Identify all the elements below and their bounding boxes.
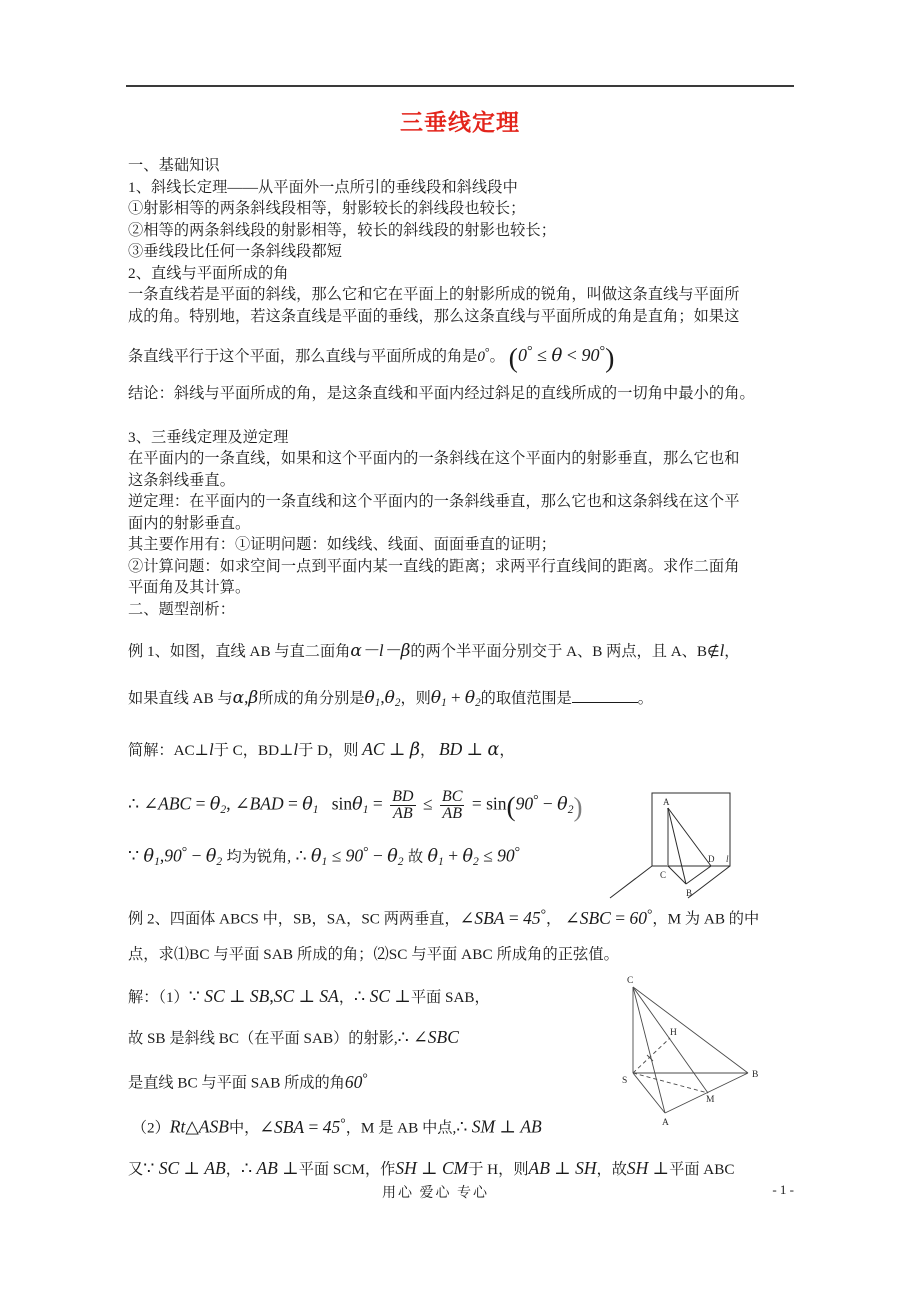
ex1-sol-l1c: 于 C，BD⊥ [213,742,294,760]
ex2-sol-rt-triangle: Rt△ASB [169,1116,229,1137]
ex1-q-mid: 所成的角分别是 [258,690,365,708]
ex2-angle-sbc: ∠SBC = 60° [565,906,653,928]
ex2-sol-l5c: ， [225,1160,241,1178]
label-A: A [663,797,670,807]
page-number: - 1 - [772,1182,794,1197]
ex1-sol-l1e: 于 D，则 [298,742,359,760]
example1-solution-line2: ∴ ∠ABC = $\theta_2$, ∠BAD = $\theta_1$ sinθ$_1$ = $\frac{BD}{AB}$ ≤ $\frac{BC}{AB}$ = $\sin(90^\circ - \theta_2)$ [128,787,583,823]
section1-item3-line2: 这条斜线垂直。 [128,471,236,489]
figure2-svg [600,965,800,1130]
ex1-sol-l1d: l [293,740,299,760]
degree-glyph-1: ° [484,344,490,359]
label-S: S [622,1076,628,1086]
ex2-sol-sh-perp: SH ⊥ [626,1157,670,1178]
section1-uses-line2: ②计算问题：如求空间一点到平面内某一直线的距离；求两平行直线间的距离。求作二面角 [128,557,740,575]
ex2-sol-sc-perp: ∵ SC ⊥ SB,SC ⊥ SA [188,986,339,1007]
example1-statement-line1 [128,636,792,667]
item2-l3-a: 条直线平行于这个平面 [128,347,280,365]
figure1-labels [660,797,729,898]
ex2-sol-l2a: 故 SB 是斜线 BC（在平面 SAB）的射影, [128,1030,398,1048]
ex1-q-then: ，则 [400,690,431,708]
section1-uses-line1: 其主要作用有：①证明问题：如线线、线面、面面垂直的证明； [128,536,557,554]
ex2-sol-l1e: 平面 SAB， [410,989,490,1007]
section1-uses-line3: 平面角及其计算。 [128,579,251,597]
label-C: C [660,870,667,880]
ex2-sol-l5g: 于 H，则 [468,1160,529,1178]
example1-solution-line1 [128,734,792,766]
footer-motto: 用心 爱心 专心 [382,1186,489,1201]
section2-heading: 二、题型剖析： [128,600,236,618]
example2-statement-line2: 点，求⑴BC 与平面 SAB 所成的角；⑵SC 与平面 ABC 所成角的正弦值。 [128,945,619,963]
ex1-theta12: $\theta_1,\theta_2$ [364,688,401,710]
example2-solution-line5 [128,1153,792,1185]
ex1-q-planes: α,β [232,688,259,709]
ex1-sol-l1g: ， [419,742,436,760]
ex2-sol-l5a: 又 [128,1160,144,1178]
ex2-sol-l5k: 平面 ABC [669,1160,735,1178]
example1-statement-line2 [128,683,792,718]
ex2-sol-ab-perp: ∴ AB ⊥ [240,1157,299,1178]
ex1-sol-l1b: l [208,740,214,760]
ex1-q-pre: 如果直线 AB 与 [128,690,233,708]
open-paren-icon: ( [508,343,518,375]
ex1-line-l: l [719,641,725,661]
ex2-angle-sba: ∠SBA = 45° [459,906,547,928]
ex2-label-b: ， [546,910,562,928]
section1-item1-b: ②相等的两条斜线段的射影相等，较长的斜线段的射影也较长； [128,221,557,239]
section1-item3-inverse-line2: 面内的射影垂直。 [128,514,251,532]
angle-range-formula: (0° ≤ θ < 90°) [508,343,615,375]
section1-heading: 一、基础知识 [128,157,220,174]
therefore-icon-1: ∴ [128,793,140,814]
not-element-of-icon: ∉ [706,644,720,661]
label-B: B [752,1070,759,1080]
item2-l3-b: ，那么直线与平面所成的角是 [279,347,478,365]
ex2-sol-therefore-sc: ∴ SC ⊥ [354,986,411,1007]
ex1-label: 例 1、如图，直线 AB 与直二面角 [128,643,351,661]
ex2-sol-l3a: 是直线 BC 与平面 SAB 所成的角 [128,1074,345,1092]
ex1-sol-ac-perp-beta: AC ⊥ β [362,739,420,761]
ex1-sol-l1a: AC⊥ [173,742,209,760]
ex1-dihedral: α－l－β [350,641,411,662]
figure-tetrahedron [600,965,800,1135]
section1-item3-inverse-line1: 逆定理：在平面内的一条直线和这个平面内的一条斜线垂直，那么它也和这条斜线在这个平 [128,493,740,511]
ex2-sol-l5e: 平面 SCM，作 [298,1160,396,1178]
ex1-period: 。 [637,690,653,708]
ex2-sol-l1c: ， [338,989,355,1007]
ex2-sol-l1a: 解：（1） [128,989,189,1007]
section1-item3-line1: 在平面内的一条直线，如果和这个平面内的一条斜线在这个平面内的射影垂直，那么它也和 [128,450,740,468]
label-H: H [670,1028,677,1038]
fraction-bc-ab: $\frac{BC}{AB}$ [441,787,463,823]
section1-item1-a: ①射影相等的两条斜线段相等，射影较长的斜线段也较长； [128,200,526,217]
section1-item3-heading: 3、三垂线定理及逆定理 [128,428,289,446]
ex2-sol-l4c: 中， [228,1119,260,1137]
header-divider [126,85,794,87]
ex1-comma: ， [724,643,740,661]
ex1-label-cont: 的两个半平面分别交于 A、B 两点，且 A、B [410,643,707,661]
ex2-sol-angle-sbc: ∴ ∠SBC [397,1027,459,1048]
figure-dihedral-angle [608,786,798,911]
page-title: 三垂线定理 [400,110,520,136]
close-paren-icon: ) [605,343,615,375]
ex2-sol-l4a: （2） [131,1119,170,1137]
because-icon-1: ∵ [128,845,140,866]
ex2-label-c: ，M 为 AB 的中 [652,910,760,928]
ex2-sol-l5i: ，故 [596,1160,627,1178]
label-A: A [662,1118,669,1128]
section1-item2-heading: 2、直线与平面所成的角 [128,264,289,282]
item2-l3-zero: 0 [477,347,485,365]
ex2-sol-ab-perp-sh: AB ⊥ SH [528,1157,597,1178]
ex2-sol-l4e: ，M 是 AB 中点, [345,1119,457,1137]
ex2-sol-60deg: 60° [344,1070,368,1092]
label-l: l [726,854,729,864]
section1-item1-c: ③垂线段比任何一条斜线段都短 [128,243,343,260]
ex2-sol-sh-perp-cm: SH ⊥ CM [395,1157,469,1178]
ex1-sol-l1i: ， [499,742,515,760]
ex1-theta-sum: $\theta_1 + \theta_2$ [430,688,481,710]
section1-item2-line1: 一条直线若是平面的斜线，那么它和它在平面上的射影所成的锐角，叫做这条直线与平面所 [128,286,740,303]
section1-item2-line2: 成的角。特别地，若这条直线是平面的垂线，那么这条直线与平面所成的角是直角；如果这 [128,307,740,325]
therefore-icon-2: ∴ [295,845,307,866]
item2-l3-d: 。 [489,347,505,365]
answer-blank [572,688,638,703]
ex2-sol-angle-sba-45: ∠SBA = 45° [259,1114,346,1137]
ex2-label-a: 例 2、四面体 ABCS 中，SB，SA，SC 两两垂直， [128,910,460,928]
section1-item2-line3 [128,336,792,374]
section1-item1-heading: 1、斜线长定理——从平面外一点所引的垂线段和斜线段中 [128,178,518,196]
figure2-labels [622,976,758,1128]
section1-conclusion: 结论：斜线与平面所成的角，是这条直线和平面内经过斜足的直线所成的一切角中最小的角。 [128,385,755,403]
ex2-sol-sc-perp-ab: ∵ SC ⊥ AB [143,1157,226,1178]
label-D: D [708,854,715,864]
label-C: C [627,976,634,986]
ex1-q-tail: 的取值范围是 [480,690,572,708]
ex2-sol-sm-perp-ab: ∴ SM ⊥ AB [456,1116,542,1137]
fraction-bd-ab: $\frac{BD}{AB}$ [392,787,414,823]
label-B: B [686,888,693,898]
label-M: M [706,1095,715,1105]
ex1-sol-label: 简解： [128,742,174,760]
ex1-sol-bd-perp-alpha: BD ⊥ α [438,739,500,761]
figure1-svg [608,786,798,906]
example1-solution-line3: ∵ $\theta_1,90^\circ - \theta_2$ 均为锐角, ∴ $\theta_1 \le 90^\circ - \theta_2$ 故 $\theta_1 + \theta_2 \le 90^\circ$ [128,844,521,869]
